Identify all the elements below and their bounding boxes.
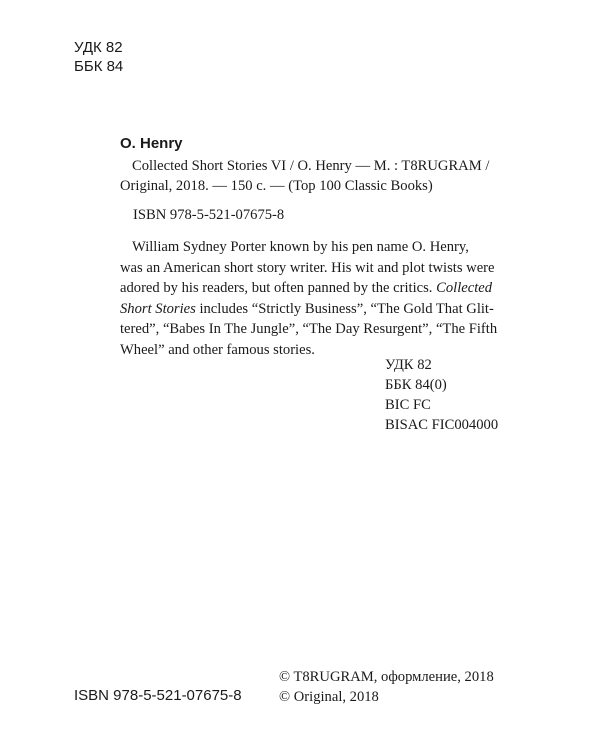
bic-code: BIC FC xyxy=(385,397,431,413)
bisac-code: BISAC FIC004000 xyxy=(385,417,499,433)
bibliographic-entry xyxy=(120,156,520,196)
annotation-text: includes “Strictly Business”, “The Gold That Glit- xyxy=(195,300,494,317)
annotation xyxy=(120,237,520,360)
copyright-line: © T8RUGRAM, оформление, 2018 xyxy=(279,669,494,685)
classification-right xyxy=(385,355,498,435)
bibliographic-line: Original, 2018. — 150 c. — (Top 100 Classic Books) xyxy=(120,178,433,194)
author-name: O. Henry xyxy=(120,135,183,152)
copyright-notice xyxy=(279,667,494,707)
annotation-line xyxy=(120,299,520,320)
book-title-italic: Short Stories xyxy=(120,300,196,317)
isbn-bottom: ISBN 978-5-521-07675-8 xyxy=(74,687,242,704)
annotation-line: William Sydney Porter known by his pen name O. Henry, xyxy=(132,239,469,255)
udk-code: УДК 82 xyxy=(74,39,123,56)
udk-code: УДК 82 xyxy=(385,357,432,373)
isbn-main: ISBN 978-5-521-07675-8 xyxy=(133,207,285,223)
annotation-line xyxy=(120,278,520,299)
annotation-line: was an American short story writer. His wit and plot twists were xyxy=(120,259,495,276)
annotation-text: adored by his readers, but often panned by the critics. xyxy=(120,280,433,296)
classification-top xyxy=(74,38,123,76)
annotation-line: tered”, “Babes In The Jungle”, “The Day Resurgent”, “The Fifth xyxy=(120,321,498,337)
bbk-code: ББК 84 xyxy=(74,58,124,75)
bbk-code: ББК 84(0) xyxy=(385,377,447,393)
book-title-italic: Collected xyxy=(436,280,493,296)
annotation-line: Wheel” and other famous stories. xyxy=(120,341,315,358)
bibliographic-line: Collected Short Stories VI / O. Henry — M. : T8RUGRAM / xyxy=(132,158,490,174)
copyright-line: © Original, 2018 xyxy=(279,689,379,705)
